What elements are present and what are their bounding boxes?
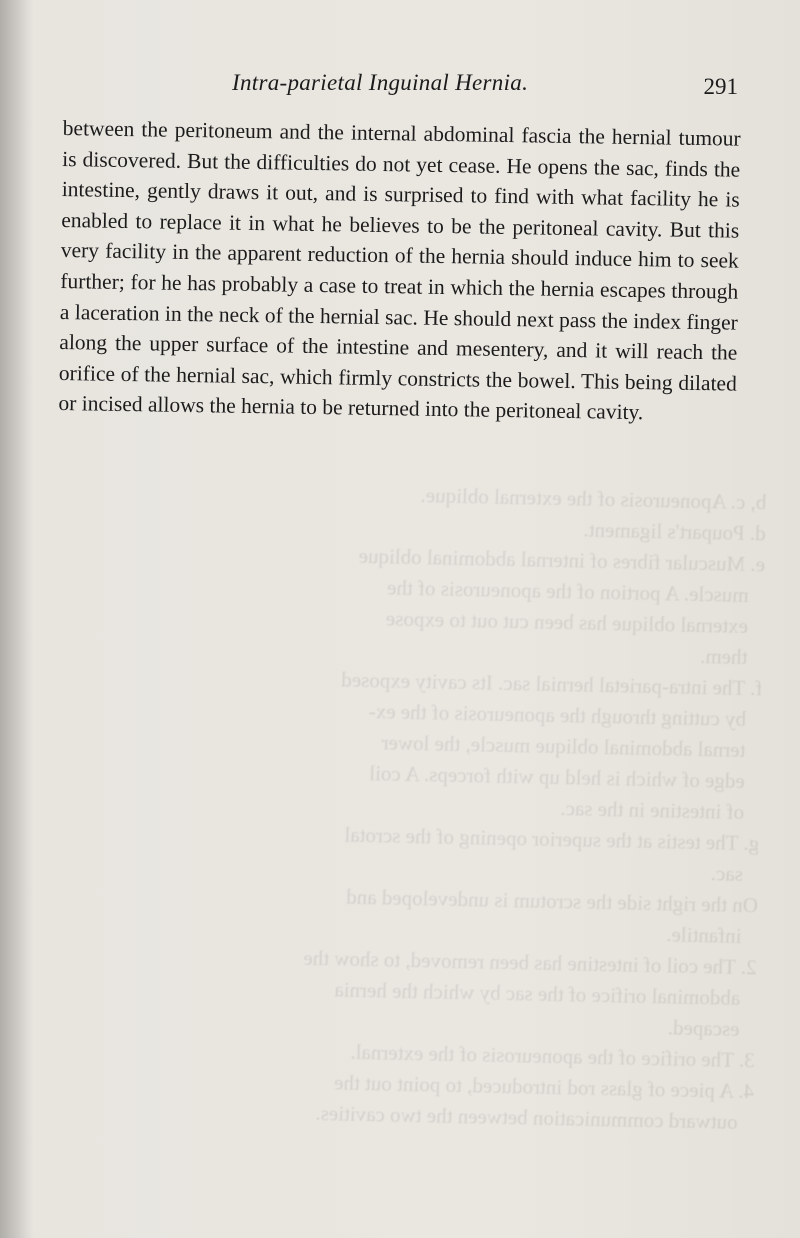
bleed-through-line: abdominal orifice of the sac by which the hernia (334, 977, 778, 1011)
bleed-through-line: escaped. (667, 1015, 777, 1042)
binding-gutter-shadow (0, 0, 34, 1238)
bleed-through-line: b, c. Aponeurosis of the external oblique. (420, 483, 788, 515)
bleed-through-line: edge of which is held up with forceps. A coil (369, 761, 782, 794)
bleed-through-line: d. Poupart's ligament. (583, 517, 787, 546)
bleed-through-line: by cutting through the aponeurosis of the ex- (368, 699, 784, 732)
bleed-through-line: 3. The orifice of the aponeurosis of the external. (350, 1039, 776, 1073)
bleed-through-line: infantile. (666, 922, 779, 949)
bleed-through-line: ternal abdominal oblique muscle, the lower (381, 730, 783, 763)
page-number: 291 (703, 74, 738, 99)
running-title: Intra-parietal Inguinal Hernia. (232, 70, 529, 95)
bleed-through-line: of intestine in the sac. (560, 796, 782, 825)
bleed-through-line: f. The intra-parietal hernial sac. Its cavity exposed (341, 667, 784, 701)
bleed-through-line: g. The testis at the superior opening of the scrotal (344, 822, 781, 856)
bleed-through-line: sac. (710, 861, 780, 887)
bleed-through-line: e. Muscular fibres of internal abdominal oblique (358, 543, 787, 577)
bleed-through-line: muscle. A portion of the aponeurosis of the (386, 575, 786, 608)
bleed-through-line: On the right side the scrotum is undeveloped and (346, 884, 780, 918)
bleed-through-line: 4. A piece of glass rod introduced, to point out the (333, 1070, 776, 1104)
bleed-through-line: them. (699, 644, 785, 670)
body-paragraph: between the peritoneum and the internal abdominal fascia the hernial tumour is discovered. But the difficulties do not yet cease. He opens the sac, finds the intestine, gently draws it out, and is surprised to find with what facility he is enabled to replace it in what he believes to be the peritoneal cavity. But this very facility in the apparent reduction of the hernia should induce him to seek further; for he has probably a case to treat in which the hernia escapes through a laceration in the neck of the hernial sac. He should next pass the index finger along the upper surface of the intestine and mesentery, and it will reach the orifice of the hernial sac, which firmly constricts the bowel. This being dilated or incised allows the hernia to be returned into the peritoneal cavity. (58, 115, 741, 425)
bleed-through-text (32, 472, 787, 1227)
page-header (0, 62, 800, 102)
bleed-through-line: 2. The coil of intestine has been removed, to show the (303, 945, 778, 980)
body-text (58, 113, 741, 430)
bleed-through-line: external oblique has been cut out to expose (385, 606, 786, 639)
bleed-through-line: outward communication between the two cavities. (315, 1101, 775, 1135)
